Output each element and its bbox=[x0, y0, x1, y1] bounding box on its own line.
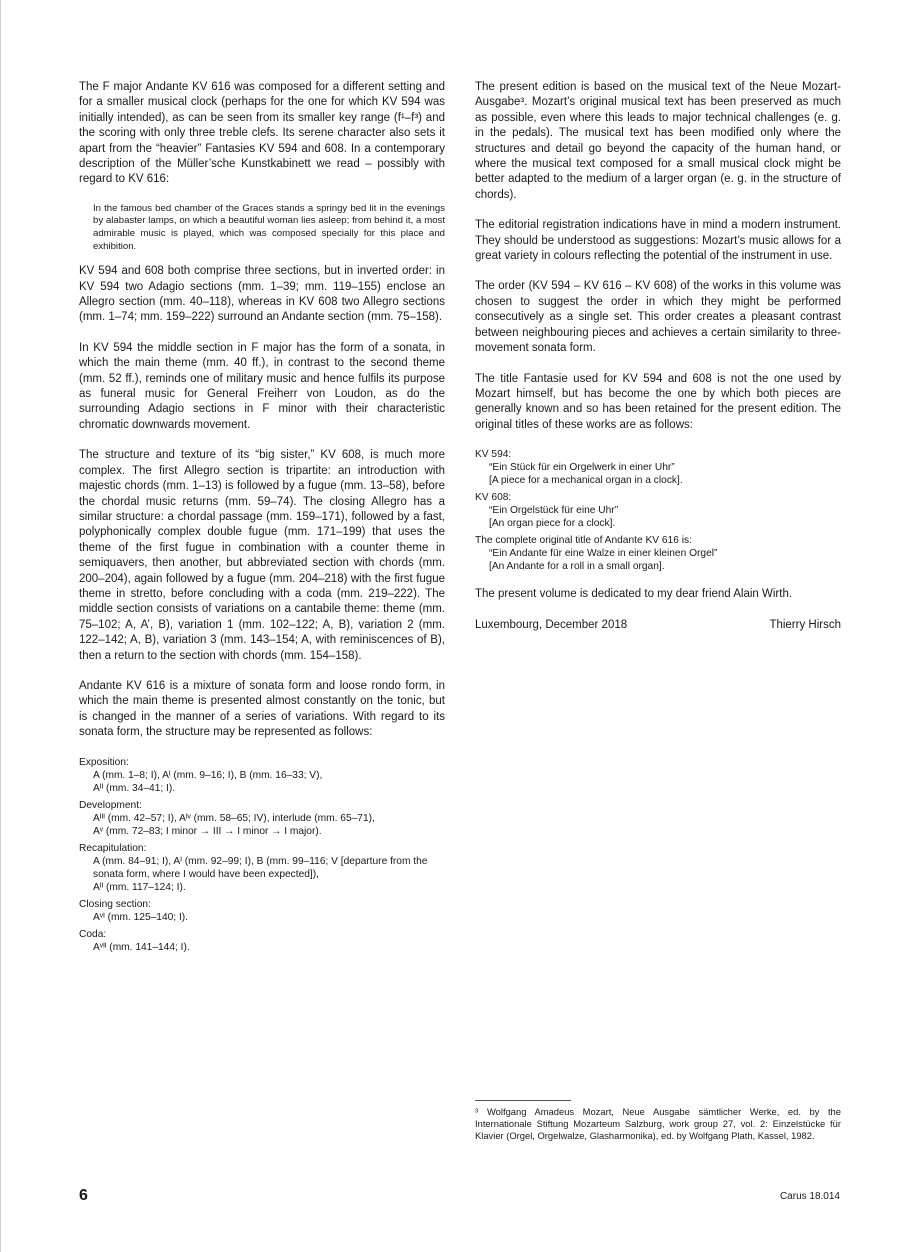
structure-line: Aᴵᴵᴵ (mm. 42–57; I), Aᴵᵛ (mm. 58–65; IV), interlude (mm. 65–71), bbox=[93, 812, 375, 824]
structure-heading: Coda: bbox=[79, 928, 107, 940]
right-column bbox=[475, 80, 841, 633]
structure-entries bbox=[93, 812, 445, 838]
structure-line: Aᴵᴵ (mm. 34–41; I). bbox=[93, 782, 176, 794]
paragraph: The structure and texture of its “big sister,” KV 608, is much more complex. The first Allegro section is tripartite: an introduction with majestic chords (mm. 1–13) is followed by a fugue (mm. 13–58), before the chordal music returns (mm. 59–74). The closing Allegro has a similar structure: a chordal passage (mm. 159–171), followed by a fast, polyphonically complex double fugue (mm. 171–199) that uses the theme of the first fugue in combination with a counter theme in semiquavers, then another, but abbreviated section with chords (mm. 200–204), again followed by a fugue (mm. 204–218) with the first fugue theme in stretto, before concluding with a coda (mm. 219–222). The middle section consists of variations on a cantabile theme: theme (mm. 75–102; A, A’, B), variation 1 (mm. 102–122; A, B), variation 2 (mm. 122–142; A, B), variation 3 (mm. 143–154; A, with reminiscences of B), then a return to the section with chords (mm. 154–158). bbox=[79, 449, 445, 662]
page-number: 6 bbox=[79, 1187, 88, 1204]
block-quote: In the famous bed chamber of the Graces stands a springy bed lit in the evenings by alabaster lamps, on which a beautiful woman lies asleep; from behind it, a most admirable music is played, which was composed specially for this place and exhibition. bbox=[93, 202, 445, 252]
author-name: Thierry Hirsch bbox=[769, 618, 841, 631]
title-heading: KV 594: bbox=[475, 449, 512, 461]
signature-row bbox=[475, 618, 841, 633]
structure-heading: Recapitulation: bbox=[79, 842, 147, 854]
title-heading: The complete original title of Andante KV 616 is: bbox=[475, 535, 692, 547]
paragraph: The title Fantasie used for KV 594 and 608 is not the one used by Mozart himself, but has become the one by which both pieces are generally known and so has been retained for the present edition. The original titles of these works are as follows: bbox=[475, 372, 841, 431]
structure-line: Aᵛ (mm. 72–83; I minor → III → I minor → I major). bbox=[93, 825, 322, 837]
title-line: [An Andante for a roll in a small organ]. bbox=[489, 561, 665, 573]
structure-entries bbox=[93, 855, 445, 894]
structure-entries bbox=[93, 769, 445, 795]
footnote bbox=[475, 1106, 841, 1143]
paragraph: Andante KV 616 is a mixture of sonata form and loose rondo form, in which the main theme is presented almost constantly on the tonic, but is changed in the manner of a series of variations. With regard to its sonata form, the structure may be represented as follows: bbox=[79, 679, 445, 739]
dedication: The present volume is dedicated to my dear friend Alain Wirth. bbox=[475, 588, 793, 601]
structure-heading: Development: bbox=[79, 799, 142, 811]
structure-line: Aᵛᴵ (mm. 125–140; I). bbox=[93, 911, 189, 923]
title-line: [A piece for a mechanical organ in a clock]. bbox=[489, 475, 683, 487]
structure-heading: Closing section: bbox=[79, 898, 151, 910]
structure-line: A (mm. 84–91; I), Aᴵ (mm. 92–99; I), B (mm. 99–116; V [departure from the sonata form, where I would have been expected]), bbox=[93, 855, 428, 880]
paragraph: The present edition is based on the musical text of the Neue Mozart-Ausgabe³. Mozart’s original musical text has been preserved as much as possible, even where this leads to major technical challenges (e. g. in the pedals). The musical text has been modified only where the structures and detail go beyond the capacity of the human hand, or where the musical text composed for a small musical clock might be better adapted to the medium of a larger organ (e. g. in the structure of chords). bbox=[475, 81, 841, 201]
structure-line: Aᴵᴵ (mm. 117–124; I). bbox=[93, 881, 186, 893]
title-entries bbox=[489, 461, 841, 487]
footnote-number: ³ bbox=[475, 1106, 479, 1117]
paragraph: The F major Andante KV 616 was composed for a different setting and for a smaller musical clock (perhaps for the one for which KV 594 was initially intended), as can be seen from its smaller key range (f¹–f³) and the scoring with only three treble clefs. Its serene character also sets it apart from the “heavier” Fantasies KV 594 and 608. In a contemporary description of the Müller’sche Kunstkabinett we read – possibly with regard to KV 616: bbox=[79, 81, 445, 186]
paragraph: The editorial registration indications have in mind a modern instrument. They should be understood as suggestions: Mozart’s music allows for a great variety in colours reflecting the potential of the instrument in use. bbox=[475, 219, 841, 263]
publisher-id: Carus 18.014 bbox=[779, 1191, 840, 1202]
structure-line: Aᵛᴵᴵ (mm. 141–144; I). bbox=[93, 941, 190, 953]
title-line: “Ein Stück für ein Orgelwerk in einer Uhr” bbox=[489, 462, 675, 474]
structure-heading: Exposition: bbox=[79, 756, 129, 768]
title-entries bbox=[489, 547, 841, 573]
structure-line: A (mm. 1–8; I), Aᴵ (mm. 9–16; I), B (mm. 16–33; V), bbox=[93, 769, 323, 781]
paragraph: The order (KV 594 – KV 616 – KV 608) of the works in this volume was chosen to suggest the order in which they might be performed consecutively as a single set. This order creates a pleasant contrast between neighbouring pieces and achieves a certain similarity to three-movement sonata form. bbox=[475, 280, 841, 355]
left-column bbox=[79, 80, 445, 968]
footnote-text: Wolfgang Amadeus Mozart, Neue Ausgabe sämtlicher Werke, ed. by the Internationale Stiftung Mozarteum Salzburg, work group 27, vol. 2: Einzelstücke für Klavier (Orgel, Orgelwalze, Glasharmonika), ed. by Wolfgang Plath, Kassel, 1982. bbox=[475, 1106, 841, 1142]
structure-list bbox=[79, 756, 445, 954]
title-line: “Ein Orgelstück für eine Uhr” bbox=[489, 505, 619, 517]
original-titles-list bbox=[475, 448, 841, 573]
paragraph: In KV 594 the middle section in F major has the form of a sonata, in which the main theme (mm. 40 ff.), in contrast to the second theme (mm. 52 ff.), reminds one of military music and hence fulfils its purpose as funeral music for General Freiherr von Loudon, as do the surrounding Adagio sections in F minor with their characteristic chromatic downwards movement. bbox=[79, 341, 445, 431]
place-date: Luxembourg, December 2018 bbox=[475, 618, 628, 631]
structure-entries bbox=[93, 941, 445, 954]
footnote-divider bbox=[475, 1100, 571, 1101]
structure-entries bbox=[93, 911, 445, 924]
title-line: “Ein Andante für eine Walze in einer kleinen Orgel” bbox=[489, 548, 718, 560]
title-line: [An organ piece for a clock]. bbox=[489, 518, 616, 530]
paragraph: KV 594 and 608 both comprise three sections, but in inverted order: in KV 594 two Adagio sections (mm. 1–39; mm. 119–155) enclose an Allegro section (mm. 40–118), whereas in KV 608 two Allegro sections (mm. 1–74; mm. 159–222) surround an Andante section (mm. 75–158). bbox=[79, 265, 445, 324]
title-heading: KV 608: bbox=[475, 492, 512, 504]
title-entries bbox=[489, 504, 841, 530]
